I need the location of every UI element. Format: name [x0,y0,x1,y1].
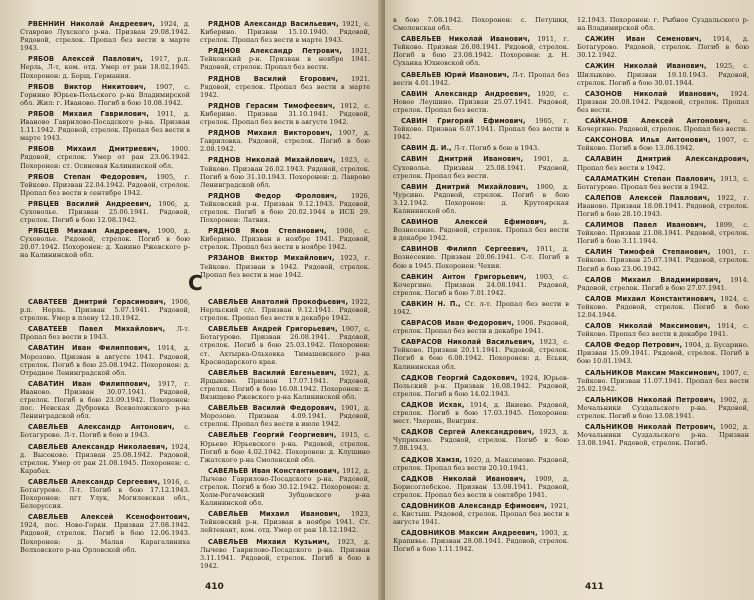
record-name: РЯБОВ Михаил Дмитриевич, [28,145,160,154]
record-text: 1926, Тейковский р-н. Призван 9.12.1943. Рядовой, стрелок. Погиб в бою 20.02.1944 в ИСБ 29. Похоронен: Латвия. [200,191,370,225]
record-name: САВЕЛЬЕВ Александр Сергеевич, [28,477,161,486]
record-name: САЛЬНИКОВ Николай Петрович, [585,423,716,432]
record-text: 1900. Рядовой, стрелок. Умер от ран 23.06.1942. Похоронен: ст. Осиновая Калининской обл. [20,145,190,170]
record-text: 1922, г. Иваново. Призван 18.08.1941. Рядовой, стрелок. Погиб в бою 28.10.1943. [577,193,749,218]
record-entry [200,467,370,507]
record-entry [393,144,569,152]
record-name: САВКИН Н. П., [401,299,461,308]
record-name: САВЕЛЬЕВ Анатолий Прокофьевич, [208,298,349,306]
record-text: 1901, г. Тейково. Призван 25.07.1941. Рядовой, стрелок. Погиб в бою 23.06.1942. [577,248,749,273]
section-letter: С [188,271,203,295]
record-text: 1920, д. Максимово. Рядовой, стрелок. Пропал без вести 20.10.1941. [393,455,569,472]
record-text: 1904, д. Бусарино. Призван 15.09.1941. Рядовой, стрелок. Погиб в бою 10.01.1943. [577,341,749,366]
record-name: РЯБЦЕВ Михаил Андреевич, [28,227,151,236]
record-text: Ст. л-т. Пропал без вести в 1942. [393,299,569,316]
record-name: РЯДНОВ Герасим Тимофеевич, [208,101,336,110]
record-name: САДКОВ Исхак, [401,400,465,409]
left-column-1-bottom [20,298,190,557]
record-name: САВЕЛЬЕВ Василий Федорович, [208,404,337,413]
record-text: 1900, д. Суховолье. Рядовой, стрелок. Погиб в бою 20.07.1942. Похоронен: д. Ханино Ржевского р-на Калининской обл. [20,227,190,260]
record-entry [20,478,190,510]
record-name: САДКОВ Николай Иванович, [401,474,526,483]
record-text: 1925, с. Шилыково. Призван 19.10.1943. Рядовой, стрелок. Погиб в бою 30.01.1944. [577,62,749,87]
record-entry [20,20,190,52]
record-text: д. Вознесение. Рядовой, стрелок. Пропал без вести в декабре 1942. [393,218,569,243]
record-text: 1912, с. Киберино. Призван 31.10.1941. Рядовой, стрелок. Пропал без вести в августе 1942. [200,101,370,127]
record-text: 1905, г. Тейково. Призван 6.07.1941. Пропал без вести в 1942. [393,117,569,142]
record-name: РЯБОВ Степан Федорович, [28,172,148,181]
record-entry [577,62,749,86]
record-entry [393,374,569,398]
record-name: РЯДНОВ Николай Михайлович, [208,156,336,165]
record-text: 1906. Рядовой, стрелок. Пропал без вести в декабре 1941. [393,319,569,336]
record-name: САВЕЛЬЕВ Василий Евгеньевич, [208,368,337,377]
record-name: САЛИН Тимофей Степанович, [585,248,711,257]
record-entry [200,102,370,126]
record-text: 1923, с. Тейково. Призван 26.02.1943. Рядовой, стрелок. Погиб в бою 31.10.1943. Похоронен: д. Лаврово Ленинградской обл. [200,156,370,189]
record-entry [20,83,190,107]
record-text: 1907, с. Горнино Юрьев-Польского р-на Владимирской обл. Жил: г. Иваново. Погиб в бою 10.08.1942. [20,82,190,107]
record-entry [393,273,569,297]
record-text: 1914, с. Тейково. Пропал без вести в декабре 1941. [577,322,749,339]
record-name: САДОВНИКОВ Александр Ефимович, [401,501,548,510]
record-name: РЯБЦЕВ Василий Андреевич, [28,199,152,208]
record-entry [577,276,749,292]
record-entry [577,322,749,338]
record-entry [20,55,190,79]
record-name: САЛЕПОВ Алексей Павлович, [585,193,710,202]
record-entry [577,35,749,59]
record-text: 1924, пос. Ново-Горки. Призван 27.08.1942. Рядовой, стрелок. Погиб в бою 12.06.1943. Похоронен: д. Малая Карагалиниха Волховского р-на Орловской обл. [20,521,190,554]
record-text: 1917, р.п. Нерль, Л-т, ком. отд. Умер от ран 18.02.1945. Похоронен: д. Борщ. Германия. [20,55,190,80]
record-name: САЖИН Николай Иванович, [585,62,707,71]
right-column-1 [393,16,569,557]
record-entry [577,90,749,114]
record-text: 1914. Рядовой, стрелок. Погиб в бою 27.07.1941. [577,275,749,292]
record-name: САЖИН Иван Семенович, [585,35,702,44]
left-column-2-bottom [200,298,370,573]
record-name: САЗОНОВ Николай Иванович, [585,89,719,98]
record-text: 1924, д. Высоково. Призван 25.08.1942. Рядовой, стрелок. Умер от ран 21.08.1945. Похоронен: с. Карабах. [20,442,190,475]
record-text: 1914, д. Ботагурово. Рядовой, стрелок. Погиб в бою 30.12.1942. [577,35,749,60]
right-page [385,0,754,600]
record-name: САВЕЛЬЕВ Михаил Иванович, [208,510,341,519]
record-entry [393,16,569,32]
record-entry [393,300,569,316]
record-entry [20,298,190,322]
record-name: САВЕЛЬЕВ Александр Антонович, [28,423,175,432]
record-name: САВИН Дмитрий Михайлович, [401,182,529,191]
record-entry [200,75,370,99]
record-text: 1900, д. Чурсино. Рядовой, стрелок. Погиб в бою 3.12.1942. Похоронен: д. Крутоярская Калининской обл. [393,182,569,215]
record-entry [577,136,749,152]
record-text: 1917, г. Иваново. Призван 30.07.1941. Рядовой, стрелок. Погиб в бою 23.09.1942. Похоронен: пос. Невская Дубровка Всеволожского р-на Ленинградской обл. [20,379,190,421]
record-text: 1924, д. Ставрово Лухского р-на. Призван 29.08.1942. Рядовой, стрелок. Пропал без вести в марте 1943. [20,20,190,53]
page-number-right: 411 [585,582,604,592]
record-text: 1922, Нерльский с/с. Призван 9.12.1941. Рядовой, стрелок. Пропал без вести в декабре 1942. [200,298,370,323]
record-text: 1921. Рядовой, стрелок. Пропал без вести в марте 1942. [200,74,370,99]
record-entry [200,510,370,534]
record-entry [577,194,749,218]
record-text: 1923, Тейковский р-н. Призван в ноябре 1941. Ст. лейтенант, ком. отд. Умер от ран 18.12.1942. [200,510,370,535]
record-text: 1921, д. Ярцыково. Призван 17.07.1941. Рядовой, стрелок. Погиб в бою 16.08.1942. Похоронен: д. Вязищево Ржевского р-на Калининской обл. [200,368,370,402]
record-entry [200,369,370,401]
record-text: 1907, с. Тейково. Призван 11.07.1941. Пропал без вести 25.02.1942. [577,368,749,393]
record-name: САВКИН Антон Григорьевич, [401,272,527,281]
record-name: САВАТИН Иван Филиппович, [28,344,151,353]
record-name: РЯЗАНОВ Виктор Михайлович, [208,254,335,263]
record-name: САЛАМАТКИН Степан Павлович, [585,174,716,183]
record-text: 12.1943. Похоронен: г. Рыбное Суздальского р-на Владимирской обл. [577,16,749,33]
record-entry [393,456,569,472]
record-text: 1909, д. Борисоглебское. Призван 13.08.1941. Рядовой, стрелок. Пропал без вести в сентябре 1941. [393,474,569,499]
record-text: 1911, г. Тейково. Призван 26.08.1941. Рядовой, стрелок. Погиб в бою 23.08.1942. Похоронен: д. Н. Суханка Юхновской обл. [393,35,569,68]
record-name: САЙКАНОВ Алексей Антонович, [585,117,731,126]
record-entry [577,295,749,319]
record-name: САВЕЛЬЕВ Алексей Ксенофонтович, [28,513,190,522]
record-entry [200,431,370,463]
record-name: САДКОВ Хамзя, [401,455,463,464]
record-name: САДКОВ Сергей Александрович, [401,428,535,437]
record-entry [20,423,190,439]
record-name: САЛОВ Михаил Владимирович, [585,275,721,284]
record-name: САДКОВ Георгий Садокович, [401,373,518,382]
record-text: 1906, д. Суховолье. Призван 25.06.1941. Рядовой, стрелок. Погиб в бою 12.08.1942. [20,199,190,225]
record-entry [20,344,190,376]
record-name: САВИН Дмитрий Иванович, [401,155,524,164]
record-entry [577,369,749,393]
record-entry [393,183,569,215]
record-name: САВЕЛЬЕВ Иван Константинович, [208,466,340,475]
record-name: САВРАСОВ Николай Васильевич, [401,338,535,347]
record-text: 1902, д. Мочальники Суздальского р-на. Рядовой, стрелок. Погиб в бою 13.08.1941. [577,395,749,421]
record-name: САВЕЛЬЕВ Михаил Кузьмич, [208,537,330,546]
record-entry [200,20,370,44]
record-name: САВЕЛЬЕВ Андрей Григорьевич, [208,325,338,334]
left-column-2 [200,20,370,282]
record-text: 1906, с. Киберино. Призван в ноябре 1941. Рядовой, стрелок. Пропал без вести в ноябре 1942. [200,227,370,252]
record-text: 1915, с. Юрьево Юрьевского р-на. Рядовой, стрелок. Погиб в бою 4.02.1942. Похоронен: д. Клушино Гжатского р-на Смоленской обл. [200,431,370,464]
record-entry [393,475,569,499]
record-name: РВЕННИН Николай Андреевич, [28,20,155,28]
record-text: 1901, д. Морозово. Призван 4.09.1941. Рядовой, стрелок. Пропал без вести в июле 1942. [200,404,370,429]
record-text: 1914, д. Яниево. Рядовой, стрелок. Погиб в бою 17.03.1945. Похоронен: мест. Чхерень, Венгрия. [393,400,569,426]
record-entry [393,502,569,526]
record-entry [393,90,569,114]
record-text: 1914, д. Морозово. Призван в августе 1941. Рядовой, стрелок. Погиб в бою 25.08.1942. Похоронен: д. Отрадное Ленинградской обл. [20,344,190,377]
record-name: САЛОВ Михаил Константинович, [585,294,717,303]
record-name: РЯДНОВ Александр Петрович, [208,47,342,56]
record-name: САКСОНОВА Илья Антонович, [585,136,711,145]
record-name: РЯБОВ Михаил Гаврилович, [28,109,149,118]
record-name: САВЕЛЬЕВ Николай Иванович, [401,35,531,44]
record-entry [200,47,370,71]
record-text: в бою 7.08.1942. Похоронен: с. Петушки, Смоленская обл. [393,16,569,33]
record-name: САЛАВИН Дмитрий Александрович, [585,155,749,164]
record-name: САДОВНИКОВ Максим Андреевич, [401,529,538,538]
record-text: 1921, с. Кистыш. Рядовой, стрелок. Пропал без вести в августе 1941. [393,501,569,527]
record-entry [20,443,190,475]
record-entry [393,401,569,425]
record-name: САЛИМОВ Павел Иванович, [585,221,707,230]
record-name: РЯДНОВ Федор Фролович, [208,191,338,200]
record-entry [200,254,370,278]
record-text: Л-т. Пропал без вести 4.01.1942. [393,70,569,87]
record-entry [200,192,370,224]
record-entry [577,117,749,133]
record-name: САВИН Д. И., [401,144,452,153]
record-name: САВАТЕЕВ Дмитрий Герасимович, [28,298,166,306]
record-name: САЛЬНИКОВ Николай Петрович, [585,395,716,404]
record-entry [200,129,370,153]
record-text: Л-т. Пропал без вести в 1943. [20,325,190,342]
record-entry [393,245,569,269]
record-entry [393,117,569,141]
record-entry [393,71,569,87]
record-text: 1911, д. Вознесение. Призван 20.06.1941. С-т. Погиб в бою в 1945. Похоронен: Чехия. [393,245,569,270]
record-entry [200,538,370,570]
record-text: 1899, с. Тейково. Призван 21.08.1941. Рядовой, стрелок. Погиб в бою 3.11.1944. [577,221,749,246]
record-text: 1913, с. Ботагурово. Пропал без вести в 1942. [577,174,749,191]
record-entry [577,248,749,272]
record-entry [393,338,569,370]
record-entry [577,396,749,420]
record-text: 1923, д. Чуприково. Рядовой, стрелок. Погиб в бою 7.08.1943. [393,428,569,453]
record-text: 1920, с. Новое Леушино. Призван 25.07.1941. Рядовой, стрелок. Пропал без вести. [393,89,569,114]
record-name: САЛОВ Николай Максимович, [585,322,711,331]
record-text: Л-т. Погиб в бою в 1943. [453,144,540,153]
record-entry [393,529,569,553]
record-name: САВИН Григорий Ефимович, [401,117,526,126]
record-text: 1924. Призван 20.08.1942. Рядовой, стрелок. Пропал без вести. [577,89,749,114]
record-text: 1912, д. Лычево Гаврилово-Посадского р-на. Рядовой, стрелок. Погиб в бою 30.12.1942. Похоронен: д. Холм-Рогачевский Зубцовского р-на Калининской обл. [200,466,370,508]
record-name: САВАТЕЕВ Павел Михайлович, [28,325,166,334]
record-name: РЯДНОВ Михаил Викторович, [208,129,333,138]
record-entry [200,325,370,365]
record-name: САЛЬНИКОВ Максим Максимович, [585,368,720,377]
record-entry [393,428,569,452]
record-entry [20,513,190,553]
record-text: 1911, д. Иваново Гаврилово-Посадского р-на. Призван 1.11.1942. Рядовой, стрелок. Пропал без вести в марте 1943. [20,109,190,143]
record-entry [577,341,749,365]
record-text: 1921, Тейковский р-н. Призван в ноябре 1941. Рядовой, стрелок. Пропал без вести. [200,47,370,72]
record-text: 1921, с. Киберино. Призван 15.10.1940. Рядовой, стрелок. Пропал без вести в марте 1943. [200,20,370,45]
record-entry [393,319,569,335]
record-entry [200,404,370,428]
record-entry [393,218,569,242]
right-column-2 [577,16,749,450]
record-text: 1903, с. Кочергино. Призван 24.08.1941. Рядовой, стрелок. Погиб в бою 7.01.1942. [393,272,569,297]
record-entry [200,298,370,322]
record-text: 1905, г. Тейково. Призван 22.04.1942. Рядовой, стрелок. Пропал без вести в сентябре 1942. [20,172,190,197]
record-name: САВЕЛЬЕВ Александр Николаевич, [28,442,168,451]
record-entry [20,325,190,341]
record-entry [20,173,190,197]
record-name: САЛОВ Федор Петрович, [585,341,683,350]
record-entry [393,35,569,67]
record-text: 1901, д. Суховолье. Призван 25.08.1941. Рядовой, стрелок. Пропал без вести. [393,155,569,180]
record-text: 1916, с. Ботагурово. Л-т. Погиб в бою 17.12.1943. Похоронен: пгт Улук, Могилевская обл., Белоруссия. [20,477,190,511]
record-name: САВЕЛЬЕВ Георгий Георгиевич, [208,431,337,440]
record-text: 1907, с. Тейково. Погиб в бою 13.06.1942. [577,136,749,153]
record-entry [20,380,190,420]
record-text: 1906, р.п. Нерль. Призван 5.07.1941. Рядовой, стрелок. Умер в плену 12.10.1942. [20,298,190,323]
record-name: РЯБОВ Виктор Никитович, [28,82,147,91]
record-entry [20,200,190,224]
record-name: САВИНОВ Алексей Ефимович, [401,218,547,227]
record-text: 1923, д. Лычево Гаврилово-Посадского р-на. Призван 3.11.1941. Рядовой, стрелок. Погиб в бою в 1942. [200,537,370,570]
record-name: РЯБОВ Алексей Павлович, [28,55,143,64]
record-entry [200,227,370,251]
record-entry [577,175,749,191]
page-number-left: 410 [205,582,224,592]
record-entry [577,221,749,245]
left-column-1 [20,20,190,263]
record-text: 1903, д. Крапивье. Призван 28.08.1941. Рядовой, стрелок. Погиб в бою 1.11.1942. [393,529,569,554]
record-name: РЯДНОВ Александр Васильевич, [208,20,339,28]
record-name: САВАТИН Иван Филиппович, [28,379,151,388]
record-text: Пропал без вести в 1942. [577,163,666,172]
record-text: 1923, с. Тейково. Призван 20.11.1941. Рядовой, стрелок. Погиб в бою 6.08.1942. Похоронен: д. Еськи, Калининская обл. [393,338,569,371]
record-entry [577,16,749,32]
record-text: 1924, с. Тейково. Рядовой, стрелок. Погиб в бою 12.04.1944. [577,294,749,319]
record-text: с. Ботагурово. Л-т. Погиб в бою в 1943. [20,423,190,440]
record-text: 1923, г. Тейково. Призван в 1942. Рядовой, стрелок. Пропал без вести в мае 1942. [200,254,370,279]
record-name: САВИН Александр Андреевич, [401,89,531,98]
record-text: 1902, д. Мочальники Суздальского р-на. Призван 13.08.1941. Рядовой, стрелок. Погиб. [577,423,749,448]
record-text: с. Кочергино. Рядовой, стрелок. Пропал без вести. [577,117,749,134]
record-entry [20,227,190,259]
record-name: САВРАСОВ Иван Федорович, [401,319,515,328]
record-entry [200,156,370,188]
record-name: САВЕЛЬЕВ Юрий Иванович, [401,70,510,79]
record-entry [393,155,569,179]
record-name: САВИНОВ Филипп Сергеевич, [401,245,529,254]
record-entry [20,145,190,169]
record-entry [20,110,190,142]
record-text: 1907, с. Ботагурово. Призван 26.08.1941. Рядовой, стрелок. Погиб в бою 25.03.1942. Похоронен: ст. Ахтырка-Ольховка Тимашевского р-на Краснодарского края. [200,325,370,366]
record-entry [577,423,749,447]
record-entry [577,155,749,171]
record-name: РЯДНОВ Василий Егорович, [208,74,339,83]
record-text: 1924, Юрьев-Польский р-н. Призван 16.08.1942. Рядовой, стрелок. Погиб в бою 14.02.1943. [393,373,569,398]
record-text: 1907, д. Гавриловка. Рядовой, стрелок. Погиб в бою 2.08.1942. [200,129,370,154]
record-name: РЯДНОВ Яков Степанович, [208,227,327,236]
